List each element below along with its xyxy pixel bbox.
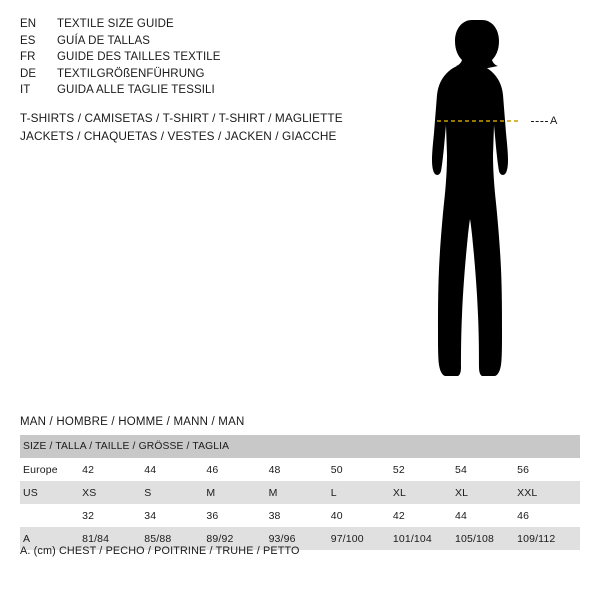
table-cell: 54	[455, 458, 517, 481]
language-text: TEXTILGRÖßENFÜHRUNG	[57, 67, 205, 80]
table-cell: 56	[517, 458, 580, 481]
table-cell: 101/104	[393, 527, 455, 550]
language-row	[20, 66, 400, 83]
table-cell: 46	[206, 458, 268, 481]
table-cell: 42	[393, 504, 455, 527]
marker-label-a: A	[550, 115, 558, 127]
language-code: DE	[20, 67, 37, 80]
language-text: GUIDA ALLE TAGLIE TESSILI	[57, 84, 215, 96]
table-cell: 48	[269, 458, 331, 481]
table-cell: 105/108	[455, 527, 517, 550]
language-row	[20, 33, 400, 50]
table-cell: 52	[393, 458, 455, 481]
marker-dash-line	[531, 121, 548, 123]
table-cell: 42	[82, 458, 144, 481]
table-row	[20, 458, 580, 481]
table-cell: S	[144, 481, 206, 504]
table-cell: 93/96	[269, 527, 331, 550]
category-list	[20, 110, 420, 145]
table-cell: XXL	[517, 481, 580, 504]
size-table-section	[20, 416, 580, 550]
table-cell: L	[331, 481, 393, 504]
table-title: MAN / HOMBRE / HOMME / MANN / MAN	[20, 416, 245, 428]
footnote: A. (cm) CHEST / PECHO / POITRINE / TRUHE / PETTO	[20, 545, 300, 557]
table-header-label: SIZE / TALLA / TAILLE / GRÖSSE / TAGLIA	[20, 435, 580, 458]
body-figure	[400, 10, 600, 410]
table-header-row	[20, 435, 580, 458]
language-row	[20, 82, 400, 99]
language-code: FR	[20, 51, 36, 63]
row-label: Europe	[20, 458, 82, 481]
row-label: A	[20, 527, 82, 550]
table-cell: M	[269, 481, 331, 504]
table-cell: 38	[269, 504, 331, 527]
table-cell: 97/100	[331, 527, 393, 550]
language-code: IT	[20, 84, 31, 96]
language-header-block	[20, 16, 400, 99]
table-cell: 109/112	[517, 527, 580, 550]
table-cell: 40	[331, 504, 393, 527]
table-cell: XL	[393, 481, 455, 504]
table-cell: XS	[82, 481, 144, 504]
language-code: EN	[20, 18, 37, 30]
table-cell: M	[206, 481, 268, 504]
table-cell: 85/88	[144, 527, 206, 550]
language-text: GUÍA DE TALLAS	[57, 34, 151, 47]
table-cell: 36	[206, 504, 268, 527]
table-cell: 46	[517, 504, 580, 527]
table-cell: 81/84	[82, 527, 144, 550]
size-table	[20, 435, 580, 550]
table-row	[20, 481, 580, 504]
category-line: JACKETS / CHAQUETAS / VESTES / JACKEN / GIACCHE	[20, 128, 337, 143]
language-text: GUIDE DES TAILLES TEXTILE	[57, 51, 221, 63]
table-cell: 44	[144, 458, 206, 481]
language-row	[20, 16, 400, 33]
table-cell: 44	[455, 504, 517, 527]
language-code: ES	[20, 34, 36, 47]
table-cell: 50	[331, 458, 393, 481]
table-row	[20, 504, 580, 527]
table-cell: 32	[82, 504, 144, 527]
male-silhouette-icon	[400, 10, 600, 410]
language-row	[20, 49, 400, 66]
table-cell: XL	[455, 481, 517, 504]
language-text: TEXTILE SIZE GUIDE	[57, 18, 174, 30]
row-label	[20, 504, 82, 527]
category-line: T-SHIRTS / CAMISETAS / T-SHIRT / T-SHIRT / MAGLIETTE	[20, 111, 343, 125]
table-cell: 34	[144, 504, 206, 527]
table-cell: 89/92	[206, 527, 268, 550]
row-label: US	[20, 481, 82, 504]
